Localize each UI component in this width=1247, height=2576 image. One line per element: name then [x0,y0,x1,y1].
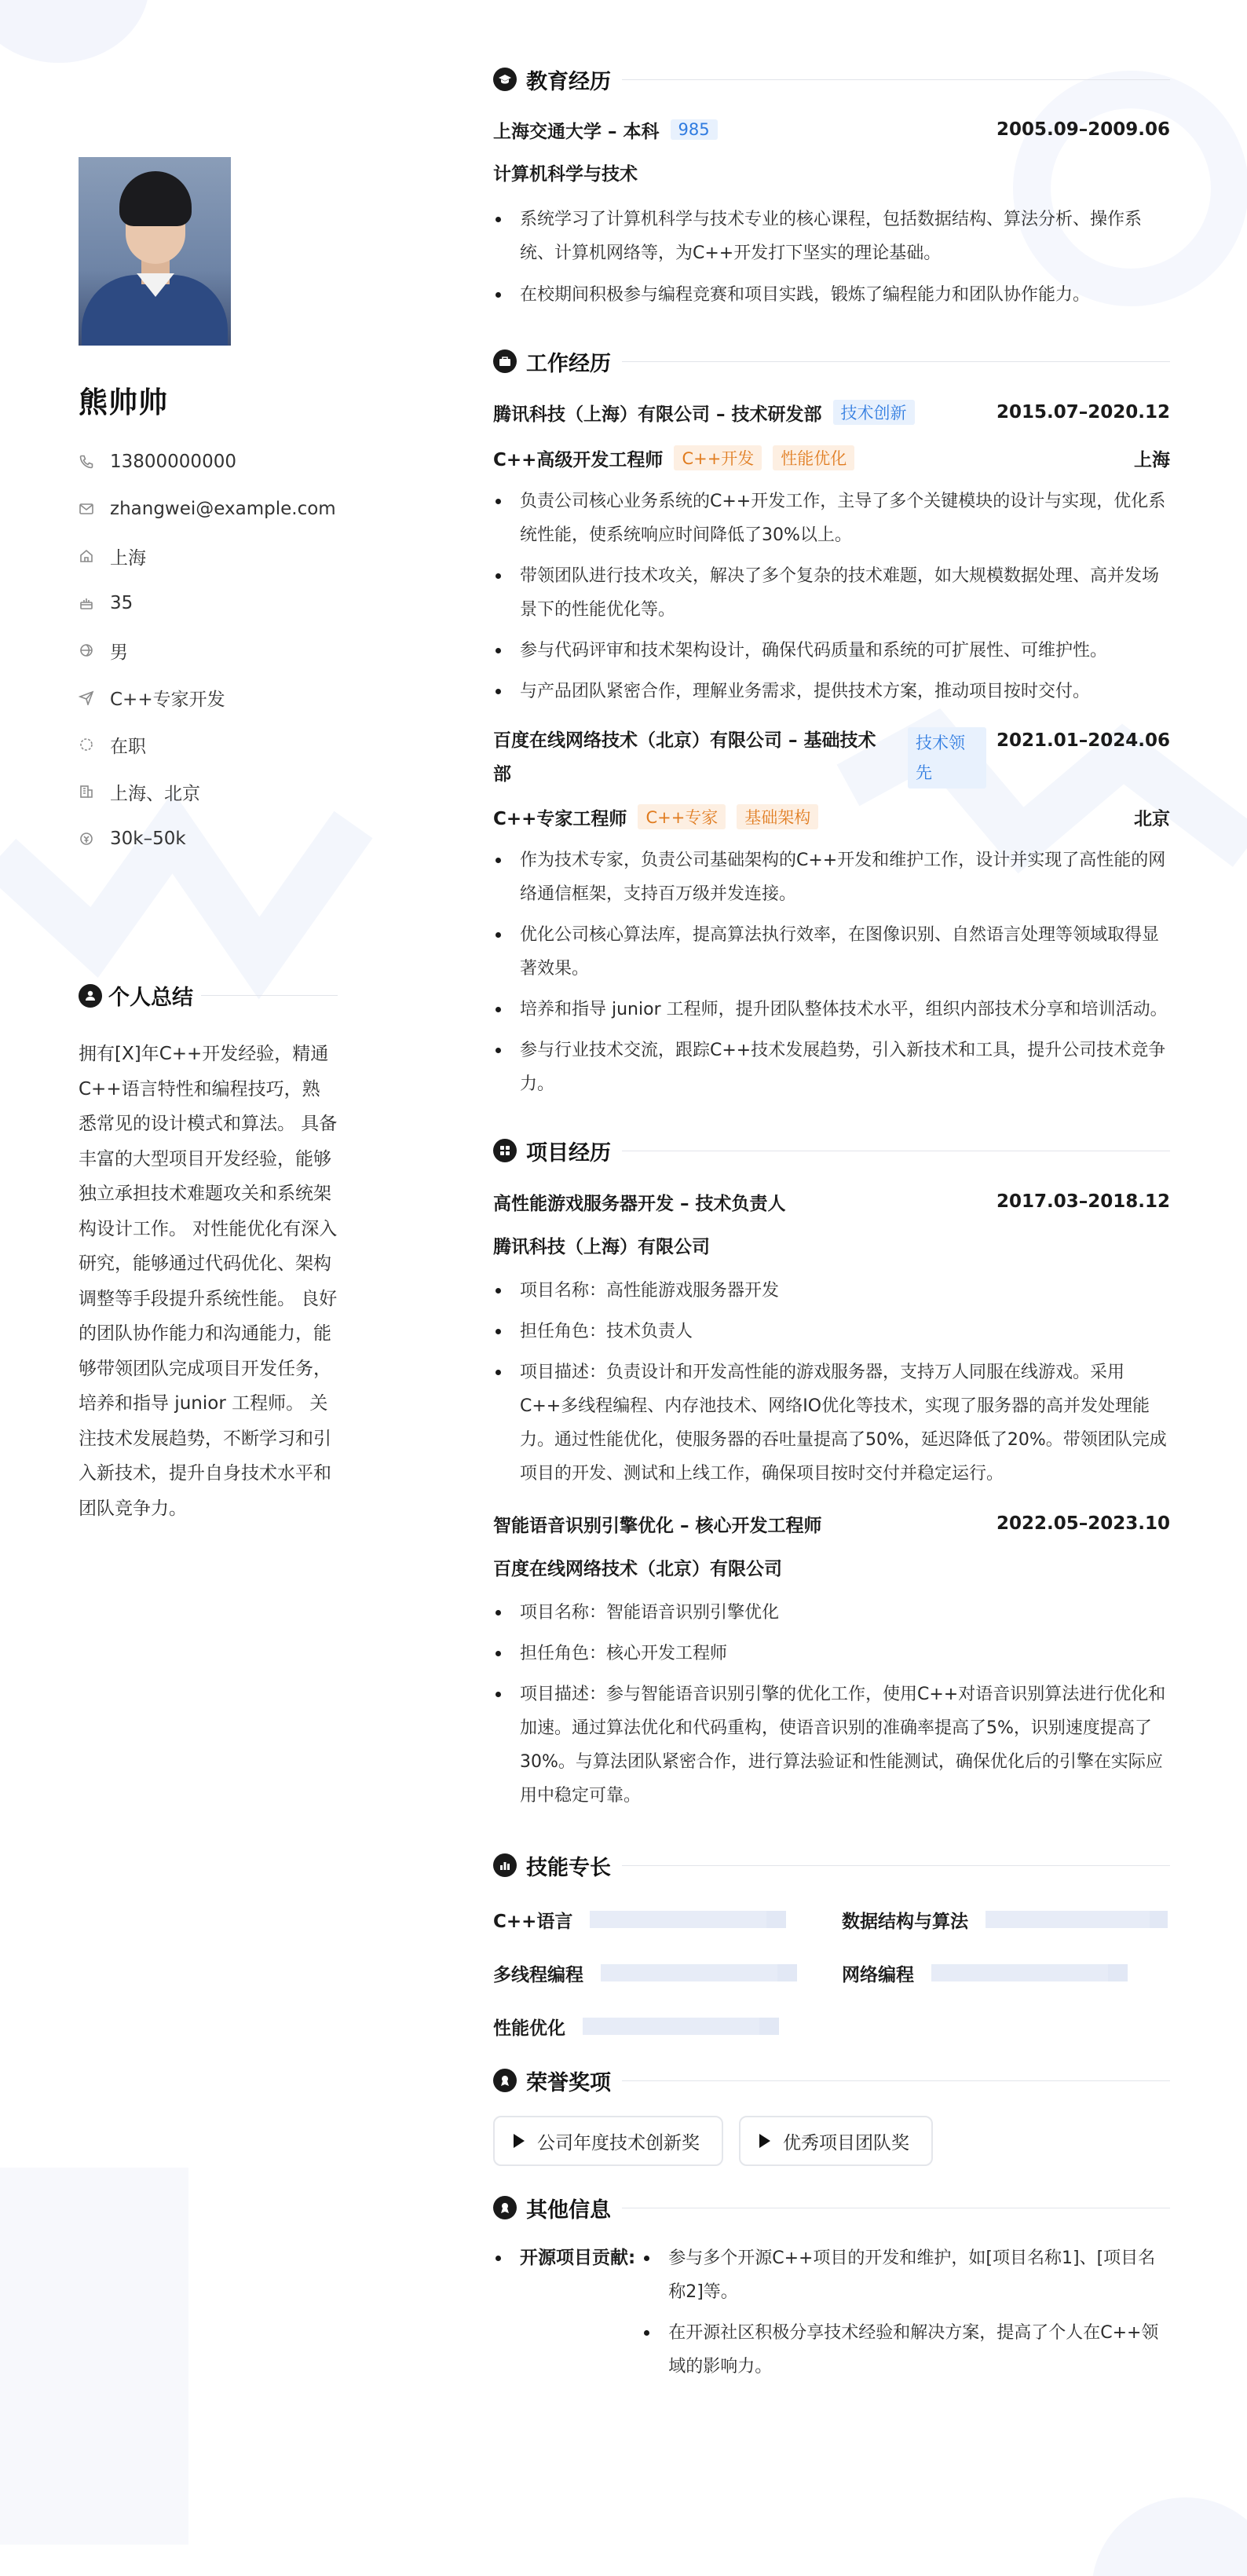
job-role-row [493,441,1170,475]
play-icon [514,2134,525,2148]
job-company: 腾讯科技（上海）有限公司 – 技术研发部 [493,404,822,425]
list-item: 与产品团队紧密合作，理解业务需求，提供技术方案，推动项目按时交付。 [493,675,1170,708]
role-tag: C++开发 [674,445,762,470]
award-item [493,2116,723,2166]
project-name: 高性能游戏服务器开发 – 技术负责人 [493,1193,786,1214]
job-bullets [493,485,1170,708]
award-label: 优秀项目团队奖 [783,2132,909,2153]
list-item: 系统学习了计算机科学与技术专业的核心课程，包括数据结构、算法分析、操作系统、计算机网络等，为C++开发打下坚实的理论基础。 [493,203,1170,270]
info-position [79,674,338,721]
location-text: 上海 [110,547,146,569]
project-bullets [493,1274,1170,1491]
list-item: 参与代码评审和技术架构设计，确保代码质量和系统的可扩展性、可维护性。 [493,634,1170,668]
project-date: 2022.05–2023.10 [996,1513,1170,1534]
education-major: 计算机科学与技术 [493,164,638,185]
project-date: 2017.03–2018.12 [996,1191,1170,1212]
project-row [493,1506,1170,1541]
skill-bar [583,2018,779,2035]
awards-heading [493,2061,1170,2100]
role-tag: 基础架构 [737,804,818,829]
list-item: 项目描述：负责设计和开发高性能的游戏服务器，支持万人同服在线游戏。采用C++多线程编程、内存池技术、网络IO优化等技术，实现了服务器的高并发处理能力。通过性能优化，使服务器的吞吐量提高了50%，延迟降低了20%。带领团队完成项目的开发、测试和上线工作，确保项目按时交付并稳定运行。 [493,1356,1170,1491]
education-bullets [493,203,1170,312]
mail-icon [79,501,94,517]
list-item: 项目名称：高性能游戏服务器开发 [493,1274,1170,1308]
skill-item [493,1957,842,1989]
job-role: C++高级开发工程师 [493,449,664,470]
cake-icon [79,595,94,611]
job-bullets [493,843,1170,1101]
skill-item [842,1957,1170,1989]
project-bullets [493,1596,1170,1813]
graduation-cap-icon [493,68,517,91]
gender-icon [79,642,94,658]
age-text: 35 [110,593,133,613]
main-content [493,60,1170,2384]
job-row [493,395,1170,430]
info-salary [79,815,338,862]
play-icon [759,2134,770,2148]
info-cities [79,768,338,815]
skill-bar [931,1964,1128,1981]
education-date: 2005.09–2009.06 [996,119,1170,140]
list-item: 参与多个开源C++项目的开发和维护，如[项目名称1]、[项目名称2]等。 [642,2241,1170,2309]
info-location [79,532,338,580]
job-date: 2021.01–2024.06 [996,730,1170,751]
work-title: 工作经历 [526,351,611,376]
other-info [493,2241,1170,2384]
list-item: 担任角色：技术负责人 [493,1315,1170,1348]
list-item: 培养和指导 junior 工程师，提升团队整体技术水平，组织内部技术分享和培训活动。 [493,993,1170,1026]
contact-info-list [79,438,338,862]
decor-circle-top-left [0,0,149,63]
work-heading [493,342,1170,381]
summary-heading [79,980,338,1011]
coin-icon [79,831,94,847]
awards-title: 荣誉奖项 [526,2070,611,2095]
job-company: 百度在线网络技术（北京）有限公司 – 基础技术部 [493,730,876,785]
award-label: 公司年度技术创新奖 [537,2132,700,2153]
profile-name: 熊帅帅 [79,386,168,419]
project-company: 百度在线网络技术（北京）有限公司 [493,1559,782,1579]
skill-name: C++语言 [493,1911,573,1932]
projects-heading [493,1131,1170,1170]
info-phone [79,438,338,485]
info-gender [79,627,338,674]
projects-title: 项目经历 [526,1140,611,1165]
status-icon [79,737,94,752]
salary-text: 30k–50k [110,829,186,849]
briefcase-icon [493,349,517,373]
skill-name: 数据结构与算法 [842,1911,968,1932]
summary-text: 拥有[X]年C++开发经验，精通C++语言特性和编程技巧，熟悉常见的设计模式和算法。 具备丰富的大型项目开发经验，能够独立承担技术难题攻关和系统架构设计工作。 对性能优化有深入研究，能够通过代码优化、架构调整等手段提升系统性能。 良好的团队协作能力和沟通能力，能够带领团队完成项目开发任务，培养和指导 junior 工程师。 关注技术发展趋势，不断学习和引入新技术，提升自身技术水平和团队竞争力。 [79,1044,338,1519]
job-city: 北京 [1134,808,1170,829]
list-item: 项目描述：参与智能语音识别引擎的优化工作，使用C++对语音识别算法进行优化和加速。通过算法优化和代码重构，使语音识别的准确率提高了5%，识别速度提高了30%。与算法团队紧密合作，进行算法验证和性能测试，确保优化后的引擎在实际应用中稳定可靠。 [493,1678,1170,1813]
job-date: 2015.07–2020.12 [996,402,1170,423]
skill-item [493,1904,842,1935]
skills-grid [493,1904,1170,2042]
job-city: 上海 [1134,449,1170,470]
list-item: 担任角色：核心开发工程师 [493,1637,1170,1670]
info-age [79,580,338,627]
role-tag: 性能优化 [773,445,854,470]
skill-item [493,2011,842,2042]
skill-bar [986,1911,1168,1928]
gender-text: 男 [110,642,128,663]
awards-list [493,2116,1170,2166]
other-key: 开源项目贡献: [493,2241,635,2384]
job-role-row [493,800,1170,834]
education-row [493,112,1170,148]
job-row [493,724,1170,792]
list-item: 优化公司核心算法库，提高算法执行效率，在图像识别、自然语言处理等领域取得显著效果。 [493,918,1170,986]
list-item: 参与行业技术交流，跟踪C++技术发展趋势，引入新技术和工具，提升公司技术竞争力。 [493,1034,1170,1101]
skill-bar [590,1911,786,1928]
avatar [79,157,231,346]
info-icon [493,2196,517,2219]
status-text: 在职 [110,736,146,757]
building-icon [79,784,94,800]
list-item: 作为技术专家，负责公司基础架构的C++开发和维护工作，设计并实现了高性能的网络通信框架，支持百万级并发连接。 [493,843,1170,911]
cities-text: 上海、北京 [110,783,200,804]
other-title: 其他信息 [526,2197,611,2223]
education-heading [493,60,1170,99]
role-tag: C++专家 [638,804,726,829]
skill-name: 性能优化 [493,2018,565,2039]
skill-name: 网络编程 [842,1964,914,1985]
skill-bar [601,1964,797,1981]
project-company: 腾讯科技（上海）有限公司 [493,1237,710,1257]
grid-icon [493,1139,517,1162]
home-icon [79,548,94,564]
info-status [79,721,338,768]
other-heading [493,2188,1170,2227]
list-item: 在开源社区积极分享技术经验和解决方案，提高了个人在C++领域的影响力。 [642,2316,1170,2384]
education-title: 教育经历 [526,69,611,94]
list-item: 在校期间积极参与编程竞赛和项目实践，锻炼了编程能力和团队协作能力。 [493,278,1170,312]
award-icon [493,2069,517,2092]
sidebar [79,157,338,862]
project-row [493,1184,1170,1219]
skills-title: 技能专长 [526,1855,611,1880]
award-item [739,2116,933,2166]
bar-chart-icon [493,1853,517,1877]
summary-title: 个人总结 [108,986,193,1010]
email-text: zhangwei@example.com [110,499,336,519]
list-item: 项目名称：智能语音识别引擎优化 [493,1596,1170,1630]
skills-heading [493,1846,1170,1885]
send-icon [79,690,94,705]
phone-icon [79,454,94,470]
info-email [79,485,338,532]
job-tag: 技术创新 [833,400,915,425]
project-name: 智能语音识别引擎优化 – 核心开发工程师 [493,1515,822,1536]
list-item: 负责公司核心业务系统的C++开发工作，主导了多个关键模块的设计与实现，优化系统性能，使系统响应时间降低了30%以上。 [493,485,1170,552]
skill-name: 多线程编程 [493,1964,583,1985]
other-bullets [642,2241,1170,2384]
school-tag: 985 [671,119,718,140]
job-tag: 技术领先 [908,727,986,789]
skill-item [842,1904,1170,1935]
decor-rect-bottom-left [0,2168,188,2545]
phone-text: 13800000000 [110,452,236,472]
list-item: 带领团队进行技术攻关，解决了多个复杂的技术难题，如大规模数据处理、高并发场景下的性能优化等。 [493,559,1170,627]
job-role: C++专家工程师 [493,808,627,829]
school-name: 上海交通大学 – 本科 [493,121,660,142]
user-icon [79,984,102,1008]
decor-circle-bottom-right [1092,2497,1247,2576]
position-text: C++专家开发 [110,689,225,710]
